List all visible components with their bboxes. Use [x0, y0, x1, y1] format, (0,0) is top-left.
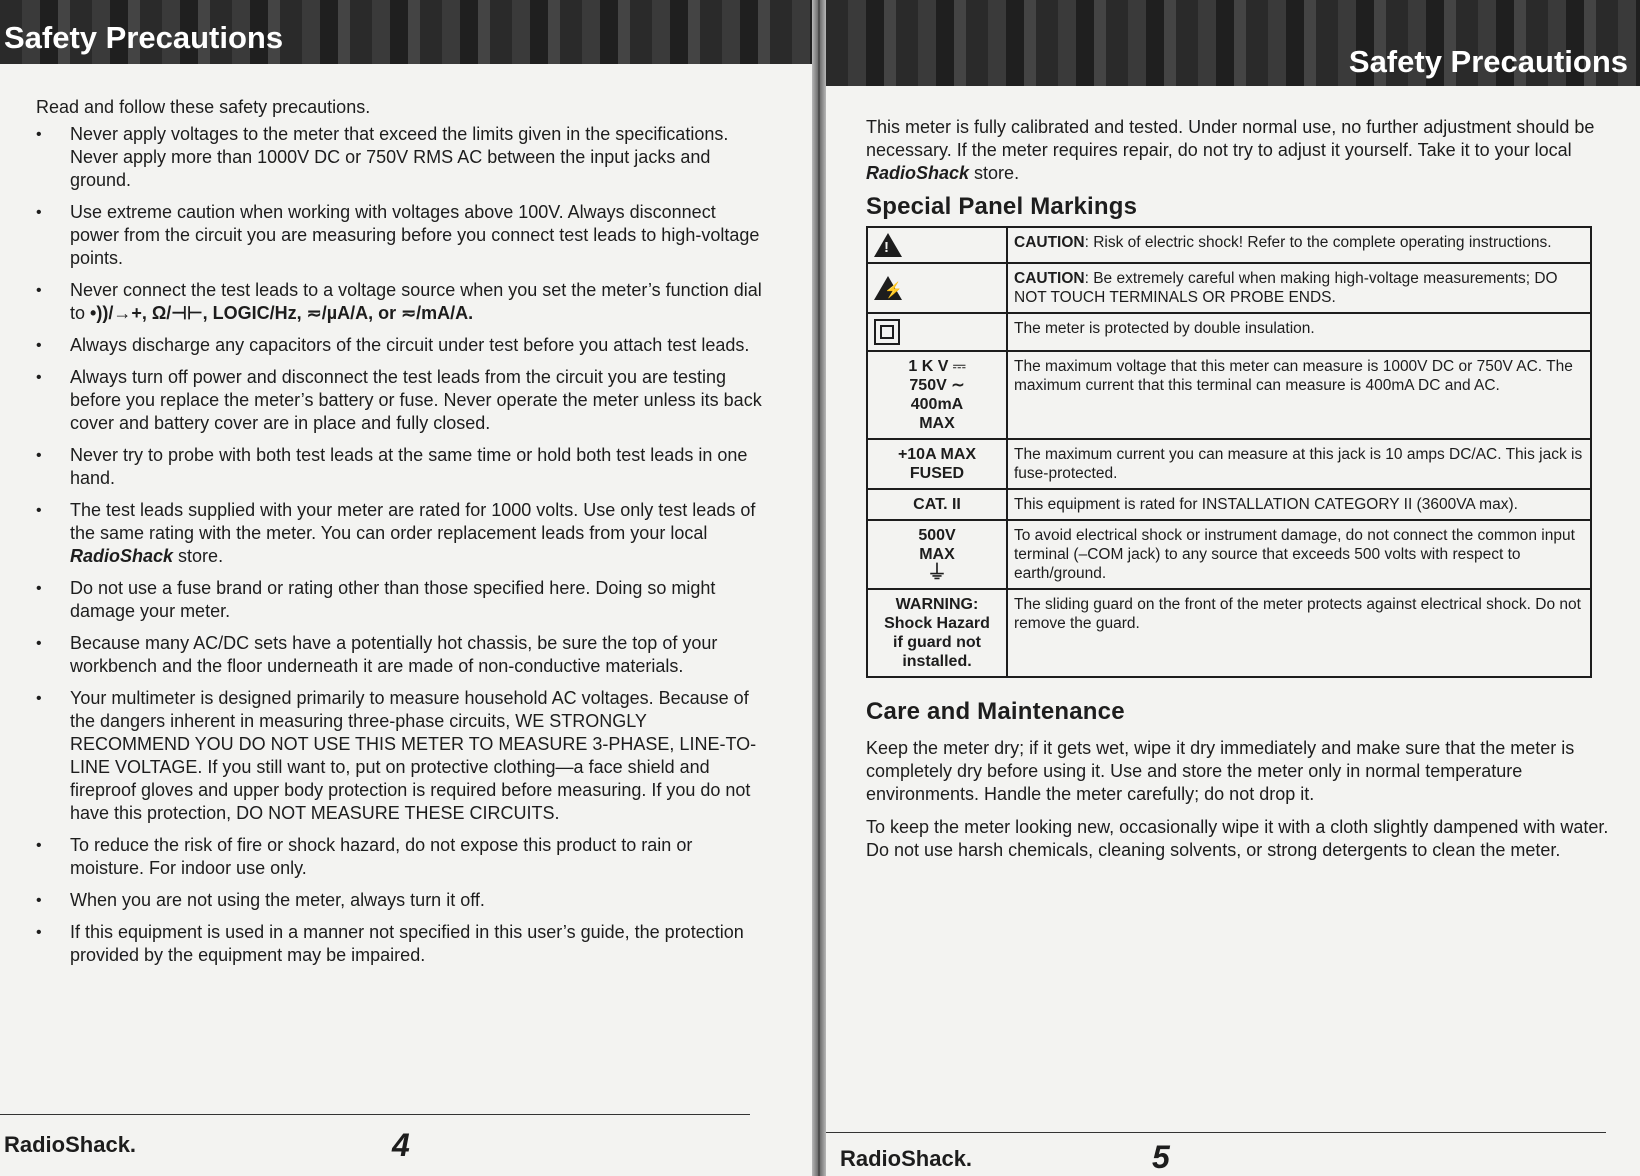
list-item: • Always turn off power and disconnect the test leads from the circuit you are testing before you replace the meter’s battery or fuse. Never operate the meter unless its back cover and battery cover are in place and fully closed.: [36, 367, 762, 433]
symbol-cell: WARNING: Shock Hazard if guard not installed.: [867, 589, 1007, 677]
bullet-icon: •: [36, 337, 42, 354]
footer-rule: [826, 1132, 1606, 1133]
bullet-icon: •: [36, 690, 42, 707]
list-item: • When you are not using the meter, always turn it off.: [36, 890, 485, 910]
bullet-icon: •: [36, 204, 42, 221]
table-row: [867, 489, 1591, 520]
markings-heading: Special Panel Markings: [866, 193, 1138, 220]
table-row: [867, 313, 1591, 351]
intro-text: Read and follow these safety precautions.: [36, 97, 371, 117]
list-item: • Never connect the test leads to a voltage source when you set the meter’s function dial to •))/→+, Ω/⊣⊢, LOGIC/Hz, ≂/µA/A, or ≂/mA/A.: [36, 280, 762, 323]
care-paragraph: Keep the meter dry; if it gets wet, wipe it dry immediately and make sure that the meter is completely dry before using it. Use and store the meter only in normal temperature environments. Handle the meter carefully; do not drop it.: [866, 738, 1575, 804]
description-cell: The maximum voltage that this meter can measure is 1000V DC or 750V AC. The maximum current that this terminal can measure is 400mA DC and AC.: [1007, 351, 1591, 439]
intro-text: This meter is fully calibrated and tested. Under normal use, no further adjustment should be necessary. If the meter requires repair, do not try to adjust it yourself. Take it to your local RadioShack store.: [866, 117, 1595, 183]
brand-inline: RadioShack: [70, 546, 174, 566]
book-gutter: [812, 0, 826, 1176]
list-item: • Use extreme caution when working with voltages above 100V. Always disconnect power from the circuit you are measuring before you connect test leads to high-voltage points.: [36, 202, 760, 268]
description-cell: This equipment is rated for INSTALLATION CATEGORY II (3600VA max).: [1007, 489, 1591, 520]
table-row: [867, 227, 1591, 263]
bullet-icon: •: [36, 282, 42, 299]
list-item: • To reduce the risk of fire or shock hazard, do not expose this product to rain or moisture. For indoor use only.: [36, 835, 693, 878]
brand-inline: RadioShack: [866, 163, 970, 183]
banner-title: Safety Precautions: [1348, 44, 1628, 79]
symbol-cell: 500V MAX ⏚: [867, 520, 1007, 589]
table-row: [867, 520, 1591, 589]
precautions-body: [36, 96, 766, 976]
symbol-cell: 1 K V ⎓ 750V ∼ 400mA MAX: [867, 351, 1007, 439]
caution-triangle-icon: !: [874, 233, 902, 257]
list-item: • Never apply voltages to the meter that exceed the limits given in the specifications. Never apply more than 1000V DC or 750V RMS AC between the input jacks and ground.: [36, 124, 729, 190]
bullet-icon: •: [36, 126, 42, 143]
symbol-cell: [867, 227, 1007, 263]
care-heading: Care and Maintenance: [866, 698, 1125, 725]
page-number: 4: [392, 1127, 410, 1163]
list-item: • Never try to probe with both test leads at the same time or hold both test leads in one hand.: [36, 445, 748, 488]
markings-table: [866, 226, 1592, 678]
bullet-icon: •: [36, 635, 42, 652]
banner-title: Safety Precautions: [4, 20, 284, 55]
bullet-icon: •: [36, 892, 42, 909]
bullet-icon: •: [36, 837, 42, 854]
description-cell: To avoid electrical shock or instrument damage, do not connect the common input terminal (–COM jack) to any source that exceeds 500 volts with respect to earth/ground.: [1007, 520, 1591, 589]
dial-symbols: •))/→+, Ω/⊣⊢, LOGIC/Hz, ≂/µA/A, or ≂/mA/A.: [90, 303, 474, 323]
care-paragraph: To keep the meter looking new, occasionally wipe it with a cloth slightly dampened with water. Do not use harsh chemicals, cleaning solvents, or strong detergents to clean the meter.: [866, 817, 1609, 860]
page-left: [0, 0, 812, 1176]
page-number: 5: [1152, 1139, 1170, 1175]
ground-icon: ⏚: [927, 562, 947, 584]
bullet-icon: •: [36, 924, 42, 941]
description-cell: CAUTION: Risk of electric shock! Refer to the complete operating instructions.: [1007, 227, 1591, 263]
table-row: [867, 263, 1591, 313]
precautions-list: [36, 123, 766, 967]
section-banner: [0, 0, 812, 64]
markings-body: [866, 116, 1626, 872]
high-voltage-triangle-icon: ⚡: [874, 276, 902, 300]
bullet-icon: •: [36, 502, 42, 519]
list-item: • Because many AC/DC sets have a potentially hot chassis, be sure the top of your workbench and the floor underneath it are made of non-conductive materials.: [36, 633, 718, 676]
bullet-icon: •: [36, 447, 42, 464]
footer-brand: RadioShack.: [4, 1132, 137, 1157]
list-item: • Always discharge any capacitors of the circuit under test before you attach test leads.: [36, 335, 750, 355]
list-item: • Do not use a fuse brand or rating other than those specified here. Doing so might damage your meter.: [36, 578, 716, 621]
table-row: [867, 351, 1591, 439]
symbol-cell: +10A MAX FUSED: [867, 439, 1007, 489]
description-cell: The meter is protected by double insulation.: [1007, 313, 1591, 351]
table-row: [867, 589, 1591, 677]
page-right: [826, 0, 1640, 1176]
symbol-cell: CAT. II: [867, 489, 1007, 520]
list-item: • If this equipment is used in a manner not specified in this user’s guide, the protection provided by the equipment may be impaired.: [36, 922, 744, 965]
footer-rule: [0, 1114, 750, 1115]
list-item: • The test leads supplied with your meter are rated for 1000 volts. Use only test leads of the same rating with the meter. You can order replacement leads from your local RadioShack store.: [36, 500, 756, 566]
description-cell: CAUTION: Be extremely careful when making high-voltage measurements; DO NOT TOUCH TERMINALS OR PROBE ENDS.: [1007, 263, 1591, 313]
symbol-cell: [867, 263, 1007, 313]
list-item: • Your multimeter is designed primarily to measure household AC voltages. Because of the dangers inherent in measuring three-phase circuits, WE STRONGLY RECOMMEND YOU DO NOT USE THIS METER TO MEASURE 3-PHASE, LINE-TO-LINE VOLTAGE. If you still want to, put on protective clothing—a face shield and fireproof gloves and upper body protection is required before measuring. If you do not have this protection, DO NOT MEASURE THESE CIRCUITS.: [36, 688, 757, 823]
bullet-icon: •: [36, 369, 42, 386]
double-insulation-icon: [874, 319, 900, 345]
section-banner: [826, 0, 1640, 86]
symbol-cell: [867, 313, 1007, 351]
description-cell: The sliding guard on the front of the meter protects against electrical shock. Do not remove the guard.: [1007, 589, 1591, 677]
bullet-icon: •: [36, 580, 42, 597]
footer-brand: RadioShack.: [840, 1146, 973, 1171]
description-cell: The maximum current you can measure at this jack is 10 amps DC/AC. This jack is fuse-protected.: [1007, 439, 1591, 489]
table-row: [867, 439, 1591, 489]
